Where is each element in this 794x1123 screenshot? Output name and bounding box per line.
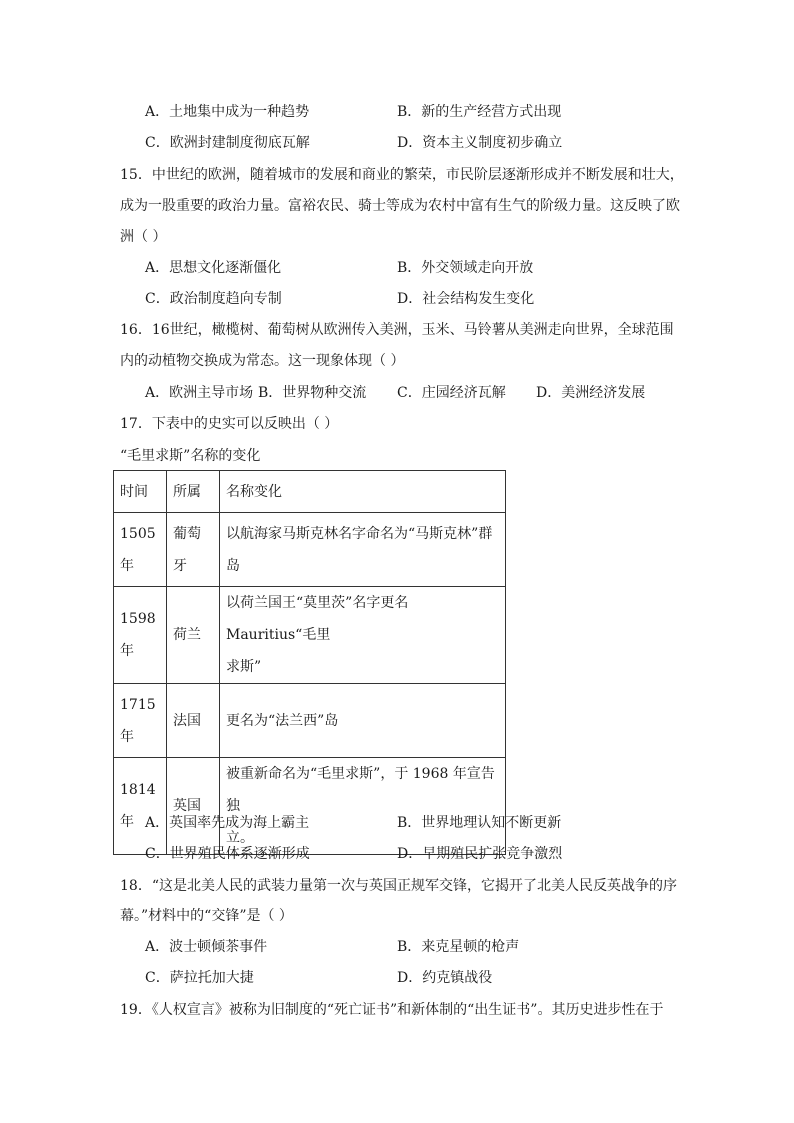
q15-option-a: A．思想文化逐渐僵化 (145, 260, 282, 276)
table-row (114, 513, 506, 587)
row-owner: 法国 (167, 684, 220, 758)
q15-stem-line-2: 成为一股重要的政治力量。富裕农民、骑士等成为农村中富有生气的阶级力量。这反映了欧 (120, 198, 680, 214)
row-time-unit: 年 (120, 814, 134, 830)
row-owner: 英国 (167, 758, 220, 855)
q19-stem-line-1: 19．《人权宣言》被称为旧制度的“死亡证书”和新体制的“出生证书”。其历史进步性在于 (120, 1002, 664, 1018)
q15-option-d: D．社会结构发生变化 (397, 291, 535, 307)
q17-option-a: A．英国率先成为海上霸主 (145, 815, 310, 831)
row-change: 更名为“法兰西”岛 (220, 684, 506, 758)
q17-table-caption: “毛里求斯”名称的变化 (120, 448, 261, 464)
q16-option-d: D．美洲经济发展 (536, 385, 646, 401)
q14-option-c: C．欧洲封建制度彻底瓦解 (145, 135, 310, 151)
q18-option-a: A．波士顿倾茶事件 (145, 939, 268, 955)
table-row (114, 684, 506, 758)
row-time-unit: 年 (120, 728, 134, 745)
table-row (114, 758, 506, 855)
mauritius-name-table (113, 470, 506, 855)
q17-stem: 17．下表中的史实可以反映出（ ） (120, 416, 339, 432)
row-change: 以荷兰国王“莫里茨”名字更名 Mauritius“毛里 (226, 595, 409, 643)
header-change: 名称变化 (220, 471, 506, 513)
q16-option-b: B．世界物种交流 (258, 385, 367, 401)
q17-option-c: C．世界殖民体系逐渐形成 (145, 846, 310, 862)
row-change-cont: 岛 (226, 557, 240, 574)
q15-option-c: C．政治制度趋向专制 (145, 291, 282, 307)
row-time-unit: 年 (120, 643, 134, 659)
row-time: 1715 (120, 696, 156, 713)
row-change-cont: 求斯” (226, 659, 262, 675)
q15-option-b: B．外交领域走向开放 (397, 260, 534, 276)
q16-option-a: A．欧洲主导市场 (145, 385, 254, 401)
q15-stem-line-3: 洲（ ） (120, 229, 167, 245)
row-time-unit: 年 (120, 557, 134, 574)
row-owner-cont: 牙 (173, 557, 187, 574)
table-row (114, 587, 506, 684)
row-owner: 葡萄 (173, 525, 201, 542)
row-time: 1598 (120, 611, 156, 627)
q15-stem-line-1: 15．中世纪的欧洲，随着城市的发展和商业的繁荣，市民阶层逐渐形成并不断发展和壮大， (120, 167, 684, 183)
row-time: 1505 (120, 525, 156, 542)
q18-option-d: D．约克镇战役 (397, 970, 493, 986)
q16-stem-line-2: 内的动植物交换成为常态。这一现象体现（ ） (120, 353, 405, 369)
q14-option-b: B．新的生产经营方式出现 (397, 104, 562, 120)
table-header-row (114, 471, 506, 513)
row-change: 被重新命名为“毛里求斯”，于 1968 年宣告独 (226, 766, 495, 814)
q18-option-c: C．萨拉托加大捷 (145, 970, 254, 986)
row-owner: 荷兰 (167, 587, 220, 684)
q14-option-d: D．资本主义制度初步确立 (397, 135, 563, 151)
row-change-cont: 立。 (226, 830, 254, 846)
q17-option-d: D．早期殖民扩张竞争激烈 (397, 846, 563, 862)
q18-option-b: B．来克星顿的枪声 (397, 939, 520, 955)
row-change: 以航海家马斯克林名字命名为“马斯克林”群 (226, 525, 493, 542)
row-time: 1814 (120, 782, 156, 798)
q14-option-a: A．土地集中成为一种趋势 (145, 104, 310, 120)
q18-stem-line-2: 幕。”材料中的“交锋”是（ ） (120, 908, 293, 924)
header-time: 时间 (114, 471, 167, 513)
q17-option-b: B．世界地理认知不断更新 (397, 815, 562, 831)
q18-stem-line-1: 18．“这是北美人民的武装力量第一次与英国正规军交锋，它揭开了北美人民反英战争的序 (120, 878, 677, 894)
header-owner: 所属 (167, 471, 220, 513)
q16-option-c: C．庄园经济瓦解 (397, 385, 506, 401)
q16-stem-line-1: 16．16世纪，橄榄树、葡萄树从欧洲传入美洲，玉米、马铃薯从美洲走向世界，全球范围 (120, 322, 674, 338)
